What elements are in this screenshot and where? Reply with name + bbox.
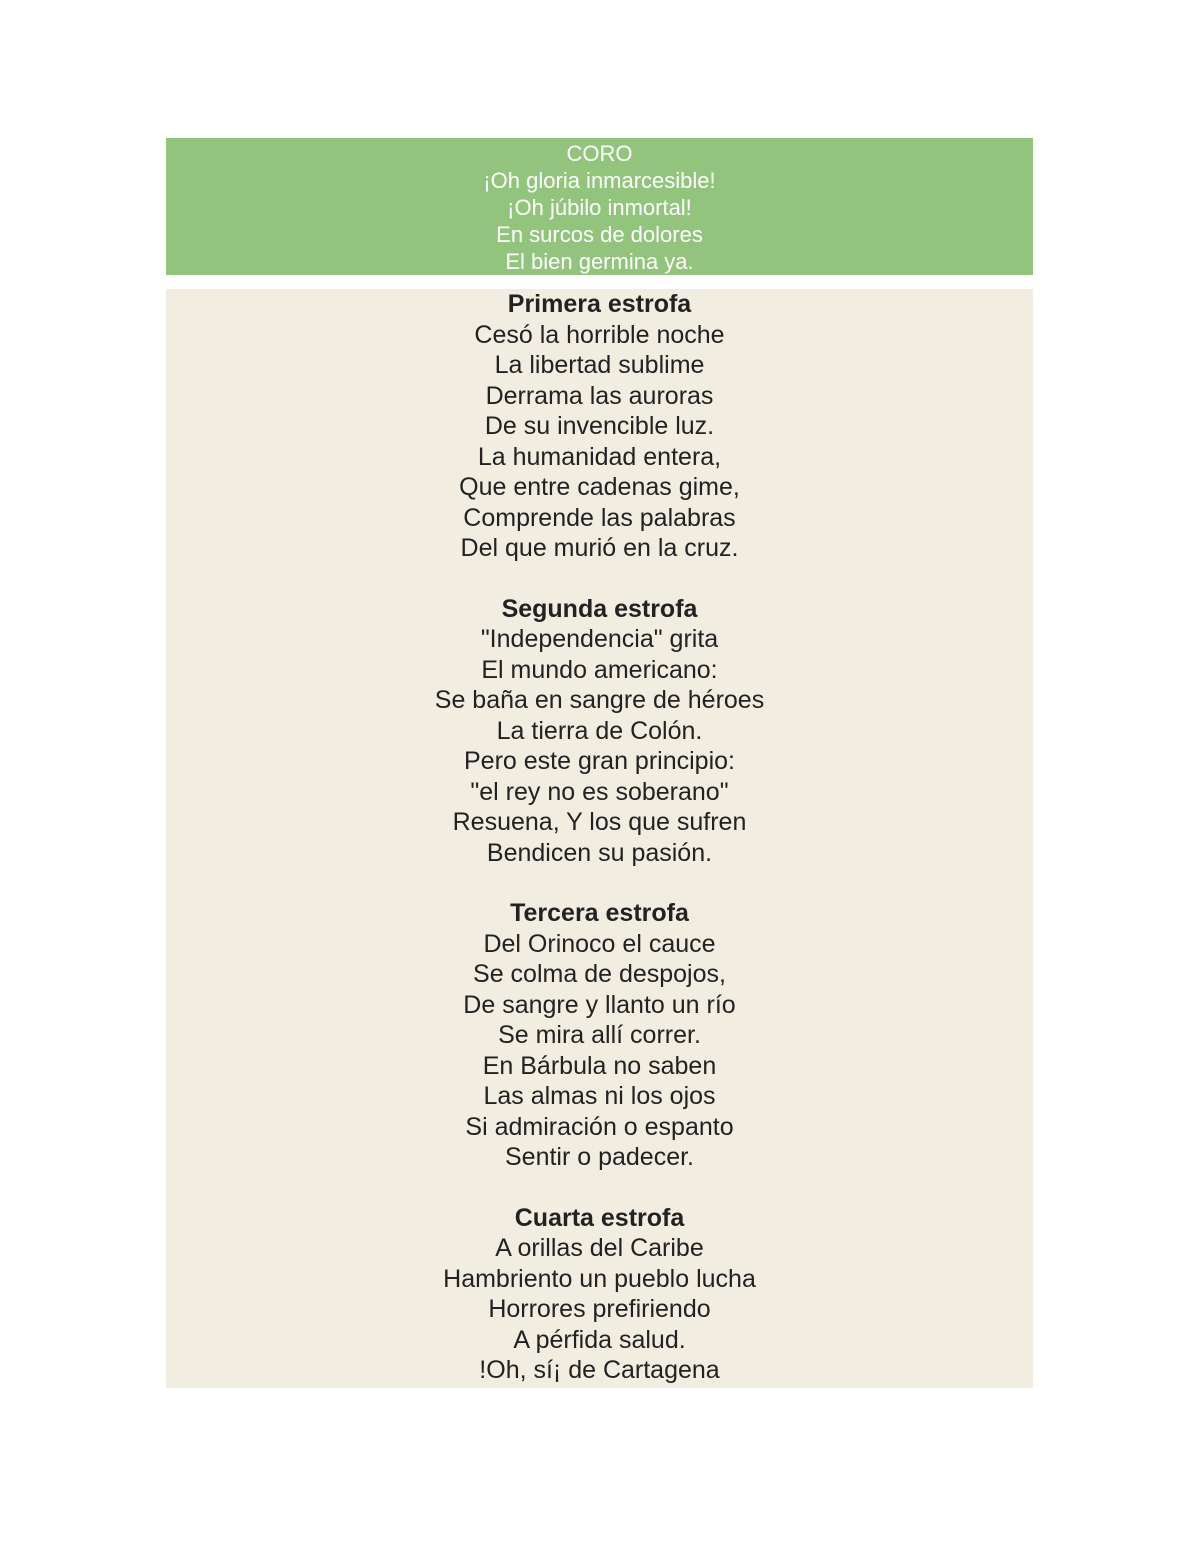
stanza-cuarta bbox=[166, 1203, 1033, 1386]
stanza-line: El mundo americano: bbox=[481, 655, 718, 684]
stanza-line: "el rey no es soberano" bbox=[470, 777, 729, 806]
chorus-box bbox=[166, 138, 1033, 275]
stanza-line: A pérfida salud. bbox=[513, 1325, 686, 1354]
stanza-line: De sangre y llanto un río bbox=[463, 990, 736, 1019]
stanza-line: Hambriento un pueblo lucha bbox=[443, 1264, 756, 1293]
stanza-line: !Oh, sí¡ de Cartagena bbox=[479, 1356, 720, 1384]
stanza-line: A orillas del Caribe bbox=[495, 1234, 704, 1262]
stanza-line: Si admiración o espanto bbox=[465, 1112, 734, 1141]
stanza-segunda bbox=[166, 594, 1033, 869]
stanzas-box bbox=[166, 289, 1033, 1388]
stanza-primera bbox=[166, 289, 1033, 564]
stanza-title: Segunda estrofa bbox=[501, 594, 698, 623]
stanza-line: Se baña en sangre de héroes bbox=[434, 686, 765, 714]
stanza-line: Del Orinoco el cauce bbox=[483, 929, 716, 958]
stanza-line: Horrores prefiriendo bbox=[488, 1295, 711, 1323]
chorus-line: En surcos de dolores bbox=[496, 222, 703, 247]
chorus-line: El bien germina ya. bbox=[505, 249, 694, 274]
chorus-title: CORO bbox=[566, 141, 633, 166]
stanza-line: Bendicen su pasión. bbox=[486, 838, 713, 867]
stanza-title: Primera estrofa bbox=[507, 290, 692, 318]
stanza-line: Resuena, Y los que sufren bbox=[452, 808, 747, 836]
stanza-line: Comprende las palabras bbox=[463, 503, 736, 532]
stanza-line: "Independencia" grita bbox=[480, 625, 719, 653]
stanza-line: Se mira allí correr. bbox=[498, 1021, 701, 1049]
stanza-title: Cuarta estrofa bbox=[514, 1203, 685, 1232]
stanza-line: Se colma de despojos, bbox=[473, 960, 726, 988]
stanza-line: La libertad sublime bbox=[494, 351, 705, 379]
stanza-tercera bbox=[166, 898, 1033, 1173]
chorus-line: ¡Oh júbilo inmortal! bbox=[507, 195, 692, 220]
stanza-line: Del que murió en la cruz. bbox=[460, 534, 739, 562]
chorus-line: ¡Oh gloria inmarcesible! bbox=[483, 168, 716, 193]
stanza-title: Tercera estrofa bbox=[510, 899, 689, 927]
stanza-line: De su invencible luz. bbox=[484, 412, 715, 440]
stanza-line: Las almas ni los ojos bbox=[483, 1082, 716, 1110]
stanza-line: Derrama las auroras bbox=[485, 381, 714, 410]
stanza-line: Que entre cadenas gime, bbox=[459, 473, 740, 501]
stanza-line: La humanidad entera, bbox=[477, 442, 722, 471]
stanza-line: Pero este gran principio: bbox=[464, 747, 735, 775]
stanza-line: En Bárbula no saben bbox=[482, 1051, 717, 1080]
stanza-line: La tierra de Colón. bbox=[496, 716, 703, 745]
stanza-line: Cesó la horrible noche bbox=[474, 320, 725, 349]
stanza-line: Sentir o padecer. bbox=[504, 1143, 694, 1171]
